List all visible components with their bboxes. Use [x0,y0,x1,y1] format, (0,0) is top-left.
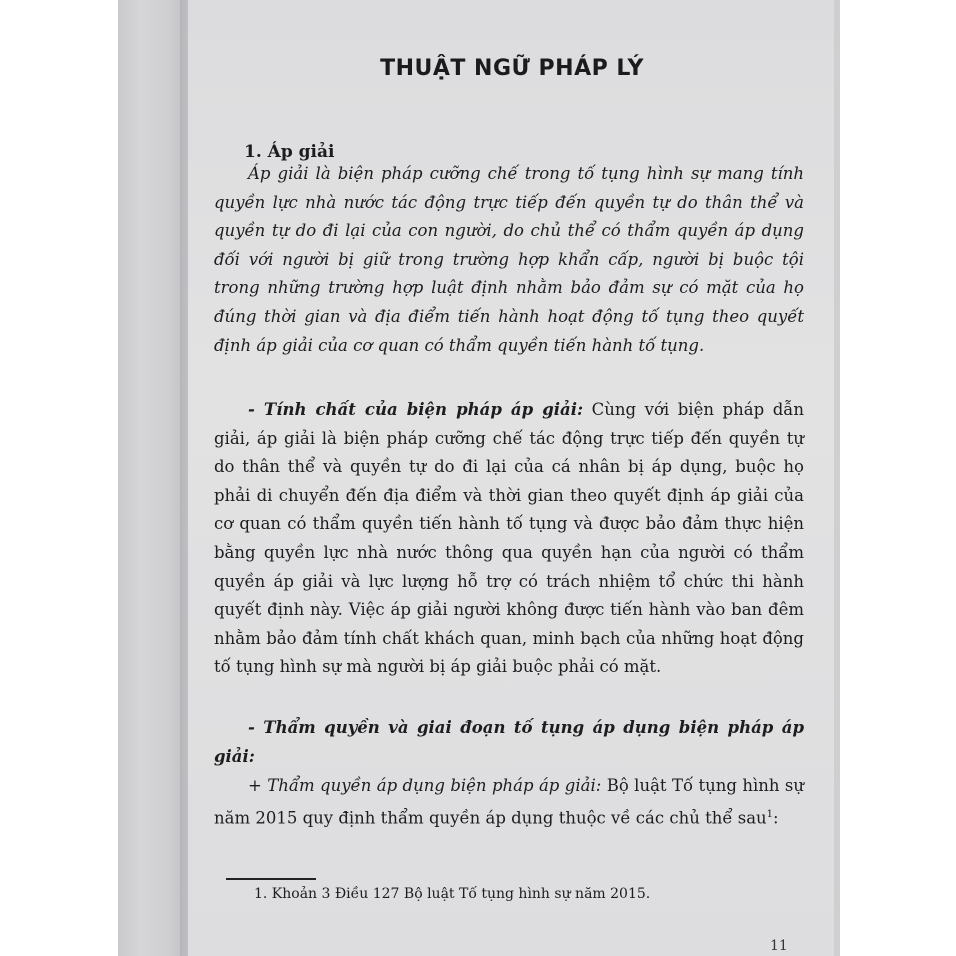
footnote-rule [226,878,316,880]
page-number: 11 [770,938,788,954]
definition-text: Áp giải là biện pháp cưỡng chế trong tố tụng hình sự mang tính quyền lực nhà nước tác động trực tiếp đến quyền tự do thân thể và quyền tự do đi lại của con người, do chủ thể có thẩm quyền áp dụng đối với người bị giữ trong trường hợp khẩn cấp, người bị buộc tội trong những trường hợp luật định nhằm bảo đảm sự có mặt của họ đúng thời gian và địa điểm tiến hành hoạt động tố tụng theo quyết định áp giải của cơ quan có thẩm quyền tiến hành tố tụng. [214,164,804,355]
page-title: THUẬT NGỮ PHÁP LÝ [380,56,644,81]
authority-heading: - Thẩm quyền và giai đoạn tố tụng áp dụng biện pháp áp giải: [214,718,804,766]
authority-end: : [773,808,779,828]
definition-paragraph [214,160,804,360]
nature-paragraph [214,396,804,682]
footnote-marker: 1 [766,808,774,820]
authority-heading-paragraph [214,714,804,771]
authority-label: + Thẩm quyền áp dụng biện pháp áp giải: [248,776,602,795]
authority-text: Bộ luật Tố tụng hình sự năm 2015 quy định thẩm quyền áp dụng thuộc về các chủ thể sau [214,776,804,828]
nature-label: - Tính chất của biện pháp áp giải: [248,400,584,419]
section-heading: 1. Áp giải [244,142,335,162]
nature-text: Cùng với biện pháp dẫn giải, áp giải là biện pháp cưỡng chế tác động trực tiếp đến quyền tự do thân thể và quyền tự do đi lại của cá nhân bị áp dụng, buộc họ phải di chuyển đến địa điểm và thời gian theo quyết định áp giải của cơ quan có thẩm quyền tiến hành tố tụng và được bảo đảm thực hiện bằng quyền lực nhà nước thông qua quyền hạn của người có thẩm quyền áp giải và lực lượng hỗ trợ có trách nhiệm tổ chức thi hành quyết định này. Việc áp giải người không được tiến hành vào ban đêm nhằm bảo đảm tính chất khách quan, minh bạch của những hoạt động tố tụng hình sự mà người bị áp giải buộc phải có mặt. [214,400,804,677]
page-right-edge [834,0,840,956]
footnote: 1. Khoản 3 Điều 127 Bộ luật Tố tụng hình sự năm 2015. [254,886,651,902]
authority-paragraph [214,772,804,833]
